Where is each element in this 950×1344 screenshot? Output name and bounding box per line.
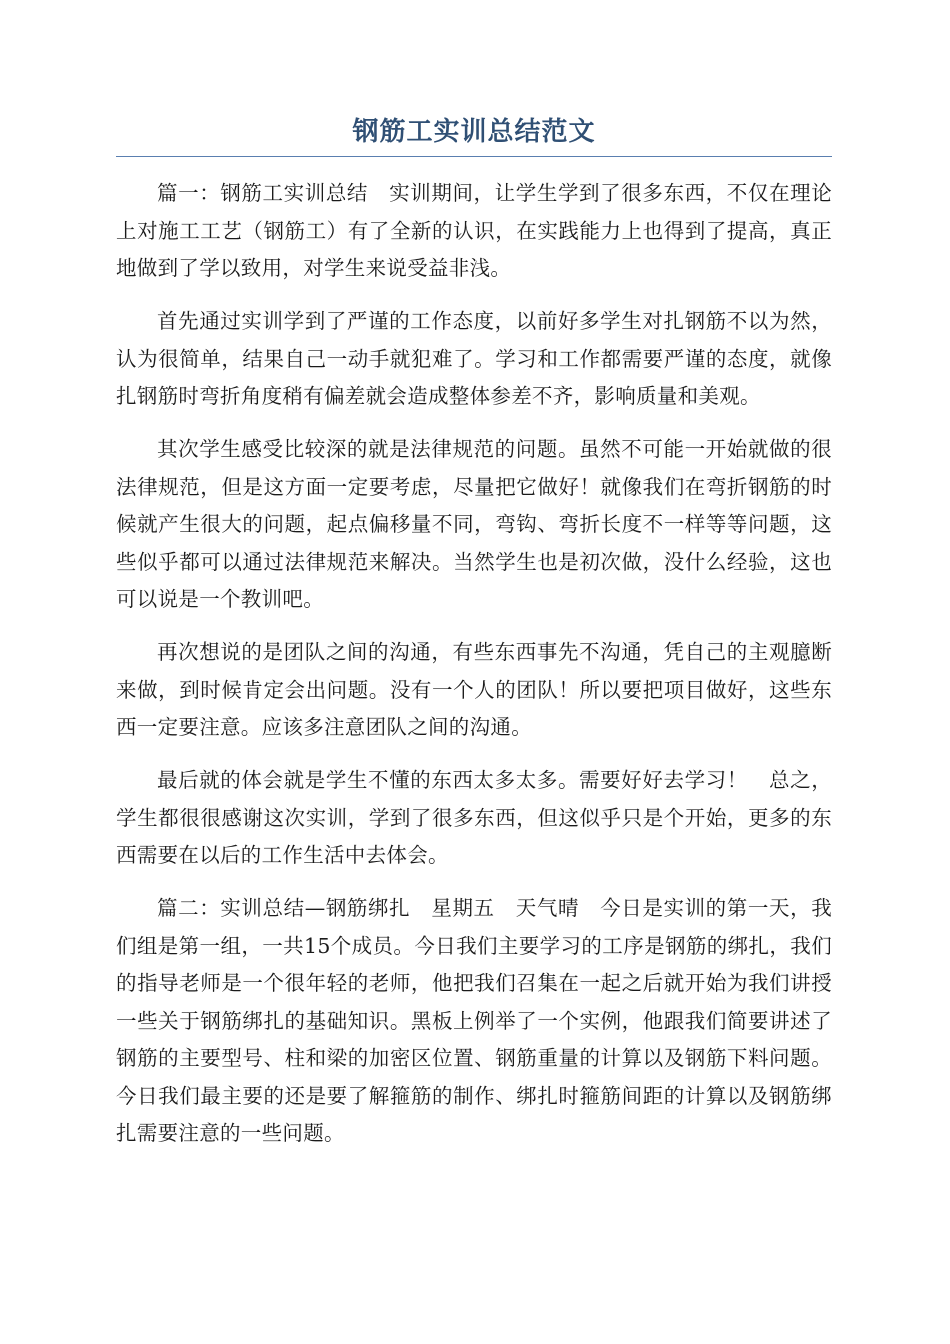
document-body bbox=[116, 175, 832, 1153]
paragraph-1: 篇一：钢筋工实训总结 实训期间，让学生学到了很多东西，不仅在理论上对施工工艺（钢筋工）有了全新的认识，在实践能力上也得到了提高，真正地做到了学以致用，对学生来说受益非浅。 bbox=[116, 181, 832, 280]
paragraph-6: 篇二：实训总结—钢筋绑扎 星期五 天气晴 今日是实训的第一天，我们组是第一组，一共15个成员。今日我们主要学习的工序是钢筋的绑扎，我们的指导老师是一个很年轻的老师，他把我们召集在一起之后就开始为我们讲授一些关于钢筋绑扎的基础知识。黑板上例举了一个实例，他跟我们简要讲述了钢筋的主要型号、柱和梁的加密区位置、钢筋重量的计算以及钢筋下料问题。今日我们最主要的还是要了解箍筋的制作、绑扎时箍筋间距的计算以及钢筋绑扎需要注意的一些问题。 bbox=[116, 896, 832, 1145]
paragraph-3: 其次学生感受比较深的就是法律规范的问题。虽然不可能一开始就做的很法律规范，但是这方面一定要考虑，尽量把它做好！就像我们在弯折钢筋的时候就产生很大的问题，起点偏移量不同，弯钩、弯折长度不一样等等问题，这些似乎都可以通过法律规范来解决。当然学生也是初次做，没什么经验，这也可以说是一个教训吧。 bbox=[116, 437, 832, 611]
page-title: 钢筋工实训总结范文 bbox=[352, 117, 596, 147]
paragraph-2: 首先通过实训学到了严谨的工作态度，以前好多学生对扎钢筋不以为然，认为很简单，结果自己一动手就犯难了。学习和工作都需要严谨的态度，就像扎钢筋时弯折角度稍有偏差就会造成整体参差不齐，影响质量和美观。 bbox=[116, 309, 832, 408]
paragraph-4: 再次想说的是团队之间的沟通，有些东西事先不沟通，凭自己的主观臆断来做，到时候肯定会出问题。没有一个人的团队！所以要把项目做好，这些东西一定要注意。应该多注意团队之间的沟通。 bbox=[116, 640, 832, 739]
paragraph-5: 最后就的体会就是学生不懂的东西太多太多。需要好好去学习！ 总之，学生都很很感谢这次实训，学到了很多东西，但这似乎只是个开始，更多的东西需要在以后的工作生活中去体会。 bbox=[116, 768, 832, 867]
title-underline bbox=[116, 156, 832, 157]
